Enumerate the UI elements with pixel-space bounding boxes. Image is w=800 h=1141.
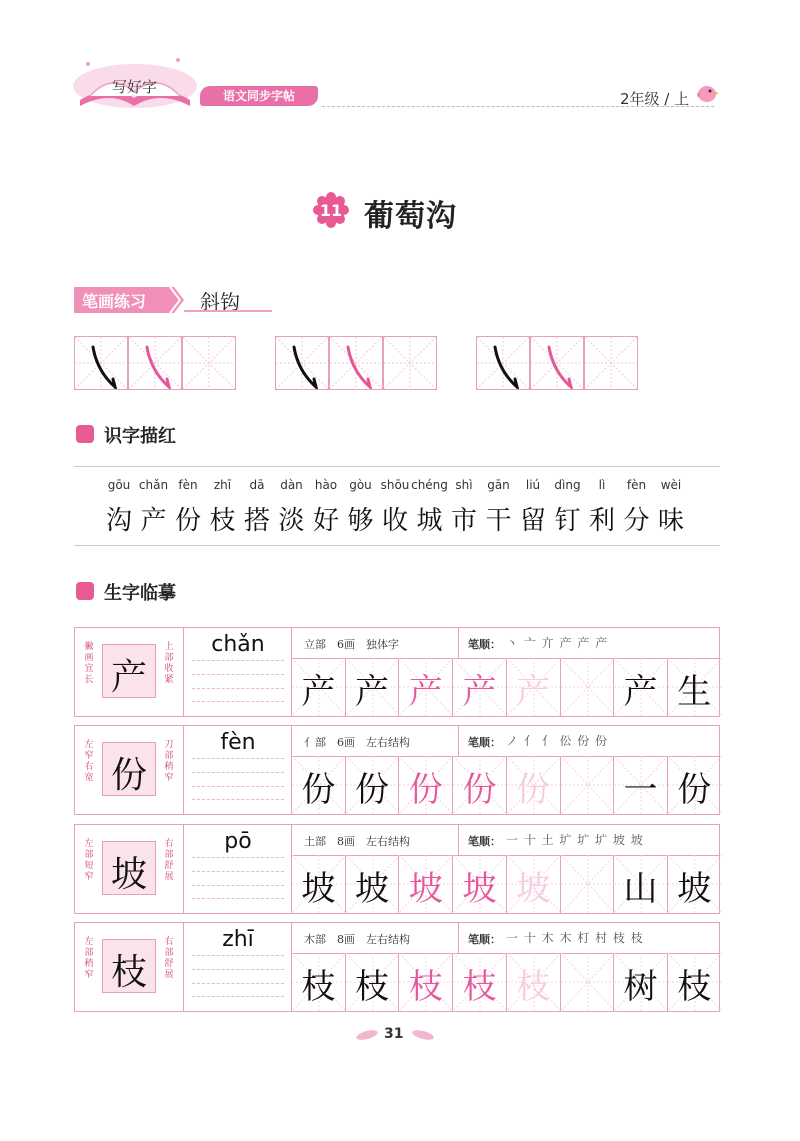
practice-cells <box>291 658 719 716</box>
pinyin-label: fèn <box>626 478 647 492</box>
stroke-order-label: 笔顺： <box>468 736 501 749</box>
book-subtitle: 语文同步字帖 <box>200 86 318 106</box>
pinyin-area <box>183 726 292 814</box>
practice-character: 坡 <box>408 869 443 909</box>
practice-cell <box>613 855 667 913</box>
stroke-grid-cell <box>530 336 584 390</box>
left-writing-tip: 左部短窄 <box>84 839 94 882</box>
character-panel <box>75 628 183 716</box>
info-divider <box>458 628 459 658</box>
trace-character: 够 <box>347 506 374 536</box>
practice-character: 份 <box>355 770 390 810</box>
stroke-grid-cell <box>383 336 437 390</box>
info-divider <box>458 726 459 756</box>
pinyin-label: shōu <box>380 478 410 492</box>
stroke-grid-cell <box>329 336 383 390</box>
practice-cells <box>291 855 719 913</box>
character-info <box>291 726 719 757</box>
character-pinyin: pō <box>224 829 252 854</box>
right-writing-tip: 刀部稍窄 <box>164 740 174 783</box>
practice-cell <box>291 953 345 1011</box>
pinyin-label: dìng <box>554 478 581 492</box>
practice-character: 枝 <box>462 967 497 1007</box>
practice-cell <box>560 855 614 913</box>
practice-cell <box>613 658 667 716</box>
book-icon <box>76 425 94 443</box>
pinyin-area <box>183 628 292 716</box>
stroke-practice-label: 笔画练习 <box>82 292 147 311</box>
character-panel <box>75 825 183 913</box>
pinyin-label: gān <box>487 478 510 492</box>
lesson-number: 11 <box>319 201 343 220</box>
pinyin-area <box>183 825 292 913</box>
pinyin-label: lì <box>598 478 606 492</box>
practice-character: 份 <box>408 770 443 810</box>
lesson-title: 葡萄沟 <box>364 199 457 234</box>
word-character: 树 <box>623 967 658 1007</box>
practice-cell <box>667 756 721 814</box>
left-writing-tip: 撇画宜长 <box>84 642 94 685</box>
left-writing-tip: 左部稍窄 <box>84 937 94 980</box>
pinyin-label: fèn <box>178 478 198 492</box>
model-character: 枝 <box>110 952 147 993</box>
leaf-left-icon <box>355 1028 378 1041</box>
pinyin-writing-lines <box>192 857 284 899</box>
trace-character: 干 <box>485 506 512 536</box>
stroke-grid-cell <box>128 336 182 390</box>
practice-character: 坡 <box>462 869 497 909</box>
practice-cell <box>345 855 399 913</box>
practice-cell <box>398 953 452 1011</box>
copy-heading: 生字临摹 <box>104 583 176 604</box>
practice-cell <box>613 756 667 814</box>
practice-character-ghost: 产 <box>516 672 551 712</box>
practice-cell <box>452 855 506 913</box>
right-writing-tip: 上部收紧 <box>164 642 174 685</box>
trace-character: 枝 <box>209 506 236 536</box>
stroke-grid-cell <box>74 336 128 390</box>
radical-info: 土部 8画 左右结构 <box>304 835 410 848</box>
trace-character: 市 <box>450 506 477 536</box>
practice-cell <box>506 953 560 1011</box>
word-character: 一 <box>623 770 658 810</box>
character-panel <box>75 726 183 814</box>
stroke-name-underline <box>184 310 272 312</box>
model-character: 份 <box>110 755 147 796</box>
info-divider <box>458 923 459 953</box>
trace-character: 利 <box>588 506 615 536</box>
radical-info: 亻部 6画 左右结构 <box>304 736 410 749</box>
recognize-bottom-rule <box>74 545 720 546</box>
right-writing-tip: 右部舒展 <box>164 839 174 882</box>
practice-character: 产 <box>301 672 336 712</box>
pinyin-label: hào <box>314 478 338 492</box>
practice-cell <box>398 855 452 913</box>
stroke-order: 一 十 木 木 朾 村 枝 枝 <box>506 931 644 945</box>
word-character: 坡 <box>677 869 712 909</box>
practice-cell <box>398 756 452 814</box>
character-info <box>291 628 719 659</box>
model-character-box <box>102 841 156 895</box>
practice-cell <box>345 953 399 1011</box>
copy-row <box>74 824 720 914</box>
trace-character: 好 <box>312 506 339 536</box>
trace-character: 沟 <box>105 506 132 536</box>
trace-character: 分 <box>623 506 650 536</box>
practice-cell <box>452 658 506 716</box>
model-character-box <box>102 939 156 993</box>
pinyin-area <box>183 923 292 1011</box>
practice-character-ghost: 枝 <box>516 967 551 1007</box>
word-character: 山 <box>623 869 658 909</box>
pinyin-label: gōu <box>107 478 131 492</box>
stroke-order: 丶 亠 亣 产 产 产 <box>506 636 609 650</box>
word-character: 枝 <box>677 967 712 1007</box>
stroke-grid-cell <box>182 336 236 390</box>
practice-cell <box>452 756 506 814</box>
practice-cell <box>345 658 399 716</box>
practice-character: 产 <box>462 672 497 712</box>
practice-cell <box>560 953 614 1011</box>
practice-character: 份 <box>301 770 336 810</box>
list-icon <box>76 582 94 600</box>
model-character: 产 <box>110 657 147 698</box>
pinyin-writing-lines <box>192 955 284 997</box>
lesson-number-badge <box>313 192 349 228</box>
stroke-order-label: 笔顺： <box>468 638 501 651</box>
trace-character: 城 <box>416 506 443 536</box>
practice-character: 枝 <box>355 967 390 1007</box>
practice-cell <box>291 658 345 716</box>
pinyin-writing-lines <box>192 758 284 800</box>
practice-cell <box>398 658 452 716</box>
practice-character: 枝 <box>408 967 443 1007</box>
practice-cells <box>291 756 719 814</box>
grade-label: 2年级 / 上 <box>620 90 690 108</box>
stroke-order: ノ 亻 亻 伀 份 份 <box>506 734 609 748</box>
pinyin-label: dàn <box>280 478 303 492</box>
word-character: 份 <box>677 770 712 810</box>
page-number: 31 <box>384 1026 404 1042</box>
practice-character: 坡 <box>301 869 336 909</box>
practice-cell <box>506 855 560 913</box>
stroke-order-label: 笔顺： <box>468 835 501 848</box>
practice-cell <box>667 953 721 1011</box>
stroke-name: 斜钩 <box>200 290 240 314</box>
copy-row <box>74 725 720 815</box>
practice-character: 坡 <box>355 869 390 909</box>
practice-cell <box>452 953 506 1011</box>
trace-character: 收 <box>381 506 408 536</box>
pinyin-label: shì <box>455 478 473 492</box>
book-title: 写好字 <box>112 78 158 96</box>
trace-character: 钉 <box>554 506 581 536</box>
word-character: 生 <box>677 672 712 712</box>
stroke-grid-cell <box>476 336 530 390</box>
practice-character: 枝 <box>301 967 336 1007</box>
trace-character: 味 <box>657 506 684 536</box>
bird-icon <box>694 80 720 104</box>
model-character-box <box>102 644 156 698</box>
practice-cell <box>506 658 560 716</box>
pinyin-label: zhī <box>213 478 232 492</box>
pinyin-label: dā <box>249 478 265 492</box>
practice-cell <box>667 855 721 913</box>
character-info <box>291 923 719 954</box>
practice-cell <box>667 658 721 716</box>
right-writing-tip: 右部舒展 <box>164 937 174 980</box>
character-pinyin: chǎn <box>211 632 265 657</box>
trace-character: 产 <box>140 506 167 536</box>
pinyin-label: chéng <box>411 478 448 492</box>
character-pinyin: zhī <box>222 927 254 952</box>
stroke-order-label: 笔顺： <box>468 933 501 946</box>
practice-character-ghost: 份 <box>516 770 551 810</box>
copy-row <box>74 922 720 1012</box>
stroke-grid-cell <box>275 336 329 390</box>
practice-character-ghost: 坡 <box>516 869 551 909</box>
practice-cells <box>291 953 719 1011</box>
trace-character: 搭 <box>243 506 270 536</box>
stroke-order: 一 十 土 圹 圹 圹 坡 坡 <box>506 833 644 847</box>
practice-cell <box>560 658 614 716</box>
stroke-grid-cell <box>584 336 638 390</box>
practice-cell <box>506 756 560 814</box>
character-pinyin: fèn <box>220 730 256 755</box>
character-info <box>291 825 719 856</box>
pinyin-label: liú <box>525 478 541 492</box>
info-divider <box>458 825 459 855</box>
practice-cell <box>613 953 667 1011</box>
trace-character: 份 <box>174 506 201 536</box>
model-character-box <box>102 742 156 796</box>
practice-character: 份 <box>462 770 497 810</box>
copy-row <box>74 627 720 717</box>
model-character: 坡 <box>110 854 147 895</box>
practice-cell <box>291 855 345 913</box>
pinyin-label: chǎn <box>138 478 169 492</box>
pinyin-writing-lines <box>192 660 284 702</box>
practice-cell <box>291 756 345 814</box>
practice-cell <box>560 756 614 814</box>
character-panel <box>75 923 183 1011</box>
leaf-right-icon <box>411 1028 434 1041</box>
radical-info: 立部 6画 独体字 <box>304 638 399 651</box>
pinyin-label: wèi <box>660 478 682 492</box>
left-writing-tip: 左窄右宽 <box>84 740 94 783</box>
practice-character: 产 <box>408 672 443 712</box>
pinyin-label: gòu <box>349 478 372 492</box>
practice-character: 产 <box>355 672 390 712</box>
word-character: 产 <box>623 672 658 712</box>
recognize-top-rule <box>74 466 720 467</box>
trace-character: 淡 <box>278 506 305 536</box>
radical-info: 木部 8画 左右结构 <box>304 933 410 946</box>
recognize-heading: 识字描红 <box>104 426 176 447</box>
trace-character: 留 <box>519 506 546 536</box>
practice-cell <box>345 756 399 814</box>
